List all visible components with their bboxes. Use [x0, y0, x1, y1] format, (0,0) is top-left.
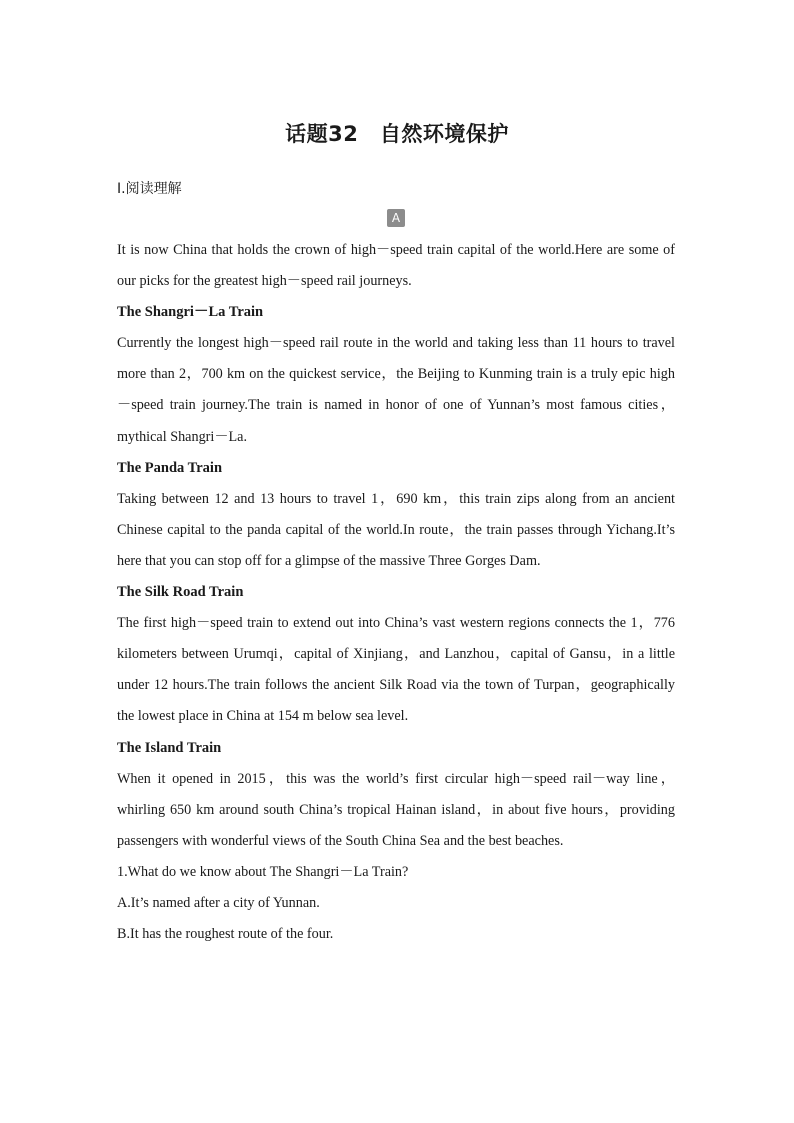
- train-heading-island: The Island Train: [117, 739, 222, 756]
- question-1: 1.What do we know about The Shangri－La Train?: [117, 863, 409, 880]
- question-1-option-a[interactable]: A.It’s named after a city of Yunnan.: [117, 894, 320, 911]
- passage-body: [117, 235, 675, 950]
- train-text-shangri-la: Currently the longest high－speed rail route in the world and taking less than 11 hours to travel more than 2，700 km on the quickest service，the Beijing to Kunming train is a truly epic high－speed train journey.The train is named in honor of one of Yunnan’s most famous cities，mythical Shangri－La.: [117, 335, 675, 445]
- train-heading-silk-road: The Silk Road Train: [117, 584, 244, 601]
- train-heading-shangri-la: The Shangri－La Train: [117, 304, 264, 321]
- train-text-island: When it opened in 2015，this was the world’s first circular high－speed rail－way line，whirling 650 km around south China’s tropical Hainan island，in about five hours，providing passengers with wonderful views of the South China Sea and the best beaches.: [117, 770, 675, 849]
- question-1-option-b[interactable]: B.It has the roughest route of the four.: [117, 926, 334, 943]
- train-heading-panda: The Panda Train: [117, 459, 223, 476]
- train-text-panda: Taking between 12 and 13 hours to travel 1，690 km，this train zips along from an ancient Chinese capital to the panda capital of the world.In route，the train passes through Yichang.It’s here that you can stop off for a glimpse of the massive Three Gorges Dam.: [117, 490, 675, 569]
- train-text-silk-road: The first high－speed train to extend out into China’s vast western regions connects the 1，776 kilometers between Urumqi，capital of Xinjiang，and Lanzhou，capital of Gansu，in a little under 12 hours.The train follows the ancient Silk Road via the town of Turpan，geographically the lowest place in China at 154 m below sea level.: [117, 615, 675, 725]
- passage-label-badge: A: [387, 209, 405, 227]
- page-title: 话题32 自然环境保护: [285, 122, 509, 146]
- section-label: Ⅰ.阅读理解: [117, 181, 182, 197]
- intro-paragraph: It is now China that holds the crown of high－speed train capital of the world.Here are some of our picks for the greatest high－speed rail journeys.: [117, 242, 675, 290]
